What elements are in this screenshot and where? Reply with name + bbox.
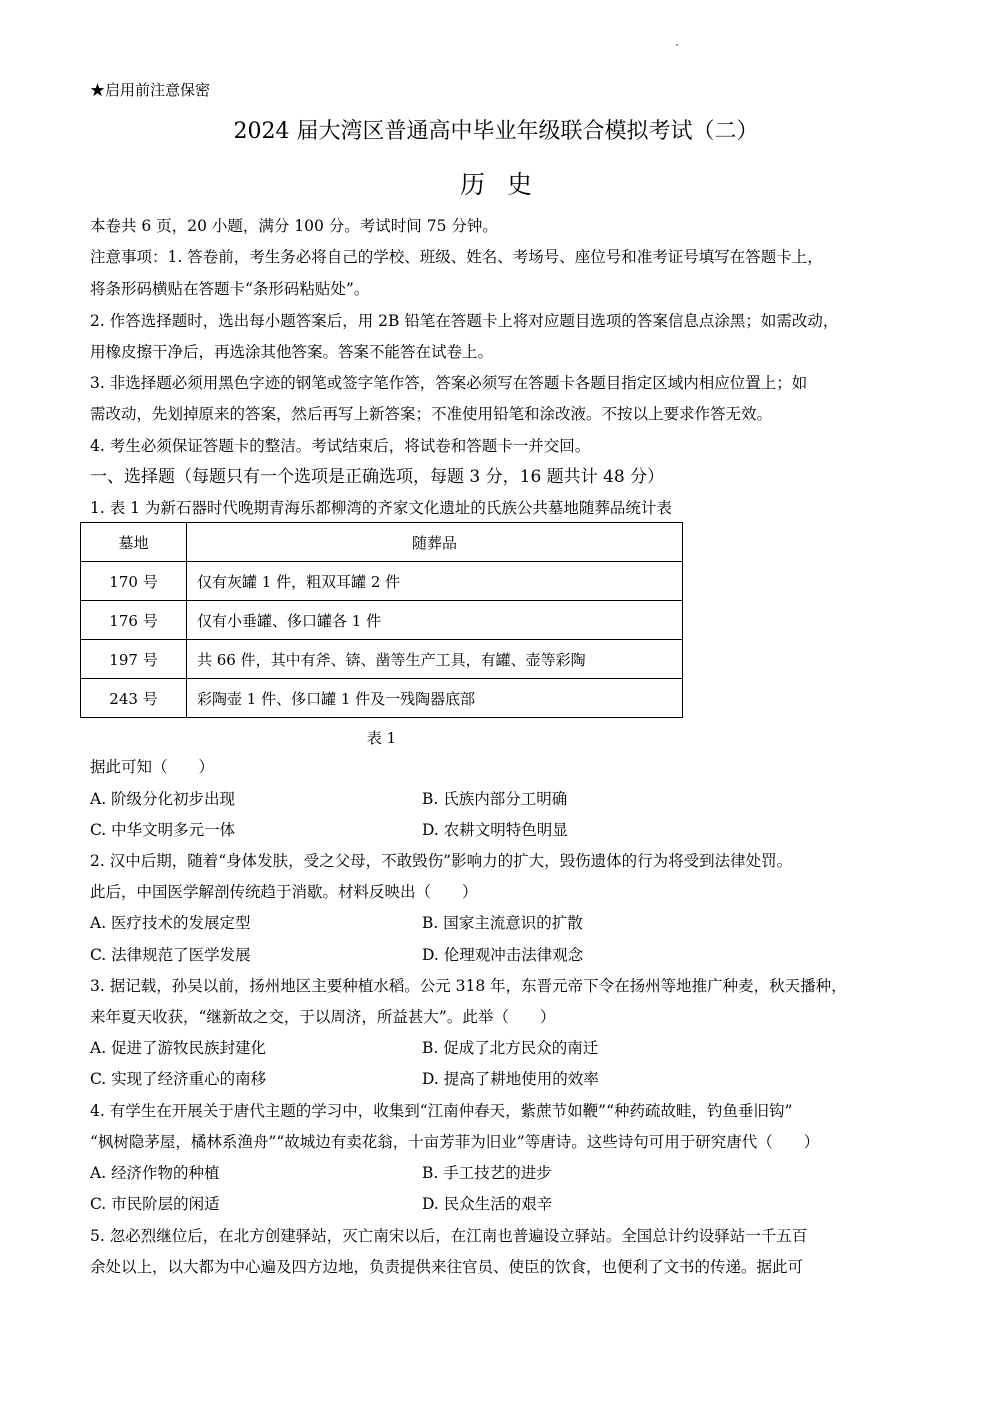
q2-option-c: C. 法律规范了医学发展	[90, 946, 251, 964]
table-caption: 表 1	[366, 729, 397, 747]
goods-cell: 彩陶壶 1 件、侈口罐 1 件及一残陶器底部	[187, 679, 683, 718]
note-3-line-2: 需改动，先划掉原来的答案，然后再写上新答案；不准使用铅笔和涂改液。不按以上要求作答无效。	[90, 405, 773, 423]
exam-intro: 本卷共 6 页，20 小题，满分 100 分。考试时间 75 分钟。	[90, 217, 498, 235]
question-1-prompt: 据此可知（ ）	[90, 758, 215, 776]
q3-option-a: A. 促进了游牧民族封建化	[90, 1039, 267, 1057]
q4-option-b: B. 手工技艺的进步	[422, 1164, 552, 1182]
grave-cell: 170 号	[81, 562, 187, 601]
note-1-line-1: 注意事项：1. 答卷前，考生务必将自己的学校、班级、姓名、考场号、座位号和准考证号填写在答题卡上，	[90, 248, 823, 266]
goods-cell: 共 66 件，其中有斧、锛、凿等生产工具，有罐、壶等彩陶	[187, 640, 683, 679]
grave-cell: 197 号	[81, 640, 187, 679]
note-2-line-1: 2. 作答选择题时，选出每小题答案后，用 2B 铅笔在答题卡上将对应题目选项的答案信息点涂黑；如需改动，	[90, 312, 839, 330]
burial-goods-table	[80, 522, 683, 718]
q4-option-a: A. 经济作物的种植	[90, 1164, 220, 1182]
q4-option-d: D. 民众生活的艰辛	[422, 1195, 553, 1213]
note-2-line-2: 用橡皮擦干净后，再选涂其他答案。答案不能答在试卷上。	[90, 343, 494, 361]
header-grave: 墓地	[81, 523, 187, 562]
q3-option-d: D. 提高了耕地使用的效率	[422, 1070, 599, 1088]
table-header-row	[81, 523, 683, 562]
table-row	[81, 679, 683, 718]
q3-option-c: C. 实现了经济重心的南移	[90, 1070, 267, 1088]
goods-cell: 仅有小垂罐、侈口罐各 1 件	[187, 601, 683, 640]
question-4-line-1: 4. 有学生在开展关于唐代主题的学习中，收集到“江南仲春天，紫蔗节如鞭”“种药疏故畦，钓鱼垂旧钩”	[90, 1102, 793, 1120]
q2-option-a: A. 医疗技术的发展定型	[90, 914, 251, 932]
header-goods: 随葬品	[187, 523, 683, 562]
section-1-heading: 一、选择题（每题只有一个选项是正确选项，每题 3 分，16 题共计 48 分）	[90, 467, 665, 487]
note-1-line-2: 将条形码横贴在答题卡“条形码粘贴处”。	[90, 280, 370, 298]
question-1-stem: 1. 表 1 为新石器时代晚期青海乐都柳湾的齐家文化遗址的氏族公共墓地随葬品统计表	[90, 499, 672, 517]
question-5-line-2: 余处以上，以大都为中心遍及四方边地，负责提供来往官员、使臣的饮食，也便利了文书的传递。据此可	[90, 1258, 804, 1276]
note-3-line-1: 3. 非选择题必须用黑色字迹的钢笔或签字笔作答，答案必须写在答题卡各题目指定区域内相应位置上；如	[90, 374, 808, 392]
question-2-line-1: 2. 汉中后期，随着“身体发肤，受之父母，不敢毁伤”影响力的扩大，毁伤遗体的行为将受到法律处罚。	[90, 852, 793, 870]
q1-option-d: D. 农耕文明特色明显	[422, 821, 568, 839]
question-2-line-2: 此后，中国医学解剖传统趋于消歇。材料反映出（ ）	[90, 883, 478, 901]
table-row	[81, 562, 683, 601]
question-5-line-1: 5. 忽必烈继位后，在北方创建驿站，灭亡南宋以后，在江南也普遍设立驿站。全国总计约设驿站一千五百	[90, 1227, 808, 1245]
confidential-mark: ★启用前注意保密	[90, 81, 211, 99]
question-4-line-2: “枫树隐茅屋，橘林系渔舟”“故城边有卖花翁，十亩芳菲为旧业”等唐诗。这些诗句可用于研究唐代（ ）	[90, 1133, 820, 1151]
q2-option-d: D. 伦理观冲击法律观念	[422, 946, 584, 964]
scan-speck	[676, 44, 678, 46]
q1-option-c: C. 中华文明多元一体	[90, 821, 236, 839]
question-3-line-2: 来年夏天收获，“继新故之交，于以周济，所益甚大”。此举（ ）	[90, 1008, 556, 1026]
q3-option-b: B. 促成了北方民众的南迁	[422, 1039, 599, 1057]
question-3-line-1: 3. 据记载，孙吴以前，扬州地区主要种植水稻。公元 318 年，东晋元帝下令在扬州等地推广种麦，秋天播种，	[90, 977, 847, 995]
grave-cell: 243 号	[81, 679, 187, 718]
q4-option-c: C. 市民阶层的闲适	[90, 1195, 220, 1213]
goods-cell: 仅有灰罐 1 件，粗双耳罐 2 件	[187, 562, 683, 601]
q1-option-b: B. 氏族内部分工明确	[422, 790, 568, 808]
note-4: 4. 考生必须保证答题卡的整洁。考试结束后，将试卷和答题卡一并交回。	[90, 437, 591, 455]
q1-option-a: A. 阶级分化初步出现	[90, 790, 236, 808]
table-row	[81, 640, 683, 679]
grave-cell: 176 号	[81, 601, 187, 640]
exam-title: 2024 届大湾区普通高中毕业年级联合模拟考试（二）	[233, 119, 759, 144]
table-row	[81, 601, 683, 640]
q2-option-b: B. 国家主流意识的扩散	[422, 914, 583, 932]
subject-title: 历史	[459, 170, 554, 199]
